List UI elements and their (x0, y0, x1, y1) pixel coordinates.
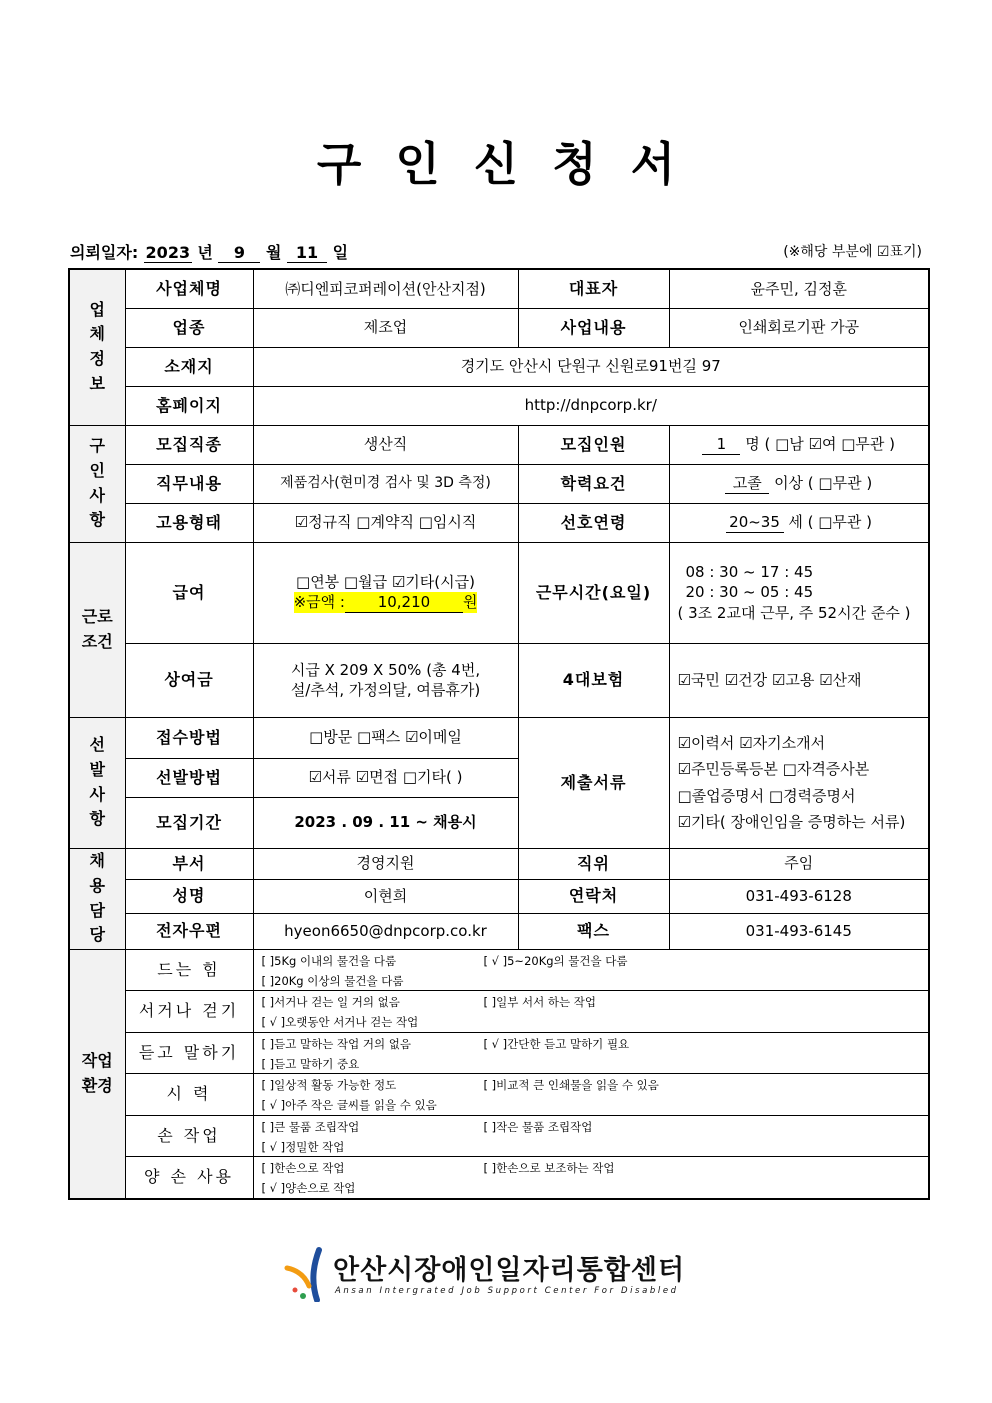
section-selection: 선 발 사 항 (69, 717, 125, 848)
method-label: 선발방법 (125, 758, 253, 797)
env-options (253, 991, 929, 1033)
email-label: 전자우편 (125, 913, 253, 949)
employ-type: ☑정규직 □계약직 □임시직 (253, 503, 518, 542)
env-options (253, 1157, 929, 1199)
section-company: 업 체 정 보 (69, 269, 125, 425)
env-option: [ ]큰 물품 조립작업 (261, 1119, 360, 1134)
fax-label: 팩스 (518, 913, 669, 949)
env-option: [ ]일상적 활동 가능한 정도 (261, 1078, 397, 1092)
env-row (69, 1157, 929, 1199)
env-row (69, 991, 929, 1033)
insurance-label: 4대보험 (518, 643, 669, 717)
ansan-center-logo-icon (283, 1246, 327, 1302)
bonus: 시급 X 209 X 50% (총 4번, 설/추석, 가정의달, 여름휴가) (253, 643, 518, 717)
env-option: [ √ ]간단한 듣고 말하기 필요 (483, 1036, 630, 1051)
env-options (253, 1032, 929, 1074)
docs-line-4: ☑기타( 장애인임을 증명하는 서류) (677, 812, 906, 831)
duty-label: 직무내용 (125, 464, 253, 503)
env-option: [ √ ]오랫동안 서거나 걷는 작업 (261, 1015, 419, 1030)
env-label: 양 손 사용 (125, 1157, 253, 1199)
homepage-label: 홈페이지 (125, 386, 253, 425)
job-label: 모집직종 (125, 425, 253, 464)
env-option: [ ]듣고 말하기 중요 (261, 1056, 360, 1071)
position-label: 직위 (518, 848, 669, 879)
company-name: ㈜디엔피코퍼레이션(안산지점) (253, 269, 518, 308)
request-day-unit: 일 (332, 243, 349, 262)
env-option: [ ]한손으로 보조하는 작업 (483, 1161, 615, 1175)
docs-line-2: ☑주민등록등본 □자격증사본 (677, 760, 870, 779)
docs-label: 제출서류 (518, 717, 669, 848)
env-label: 시 력 (125, 1074, 253, 1116)
phone: 031-493-6128 (669, 879, 929, 913)
business-label: 사업내용 (518, 308, 669, 347)
hours-note: ( 3조 2교대 근무, 주 52시간 준수 ) (677, 603, 911, 622)
env-options (253, 1115, 929, 1157)
env-label: 손 작업 (125, 1115, 253, 1157)
env-option: [ √ ]양손으로 작업 (261, 1181, 356, 1196)
age-label: 선호연령 (518, 503, 669, 542)
pay-label: 급여 (125, 542, 253, 643)
env-option: [ ]20Kg 이상의 물건을 다룸 (261, 973, 404, 988)
env-option: [ √ ]정밀한 작업 (261, 1139, 345, 1154)
env-row (69, 949, 929, 991)
docs-line-1: ☑이력서 ☑자기소개서 (677, 734, 826, 752)
hours-label: 근무시간(요일) (518, 542, 669, 643)
phone-label: 연락처 (518, 879, 669, 913)
pay-amount (294, 592, 478, 613)
count-label: 모집인원 (518, 425, 669, 464)
industry: 제조업 (253, 308, 518, 347)
env-label: 서거나 걷기 (125, 991, 253, 1033)
section-environment: 작업 환경 (69, 949, 125, 1199)
recruit-count (669, 425, 929, 464)
selection-method: ☑서류 ☑면접 □기타( ) (253, 758, 518, 797)
request-year-unit: 년 (197, 243, 213, 262)
period-label: 모집기간 (125, 797, 253, 848)
education (669, 464, 929, 503)
receipt-method: □방문 □팩스 ☑이메일 (253, 717, 518, 758)
footer-logo (283, 1246, 703, 1302)
env-option: [ ]작은 물품 조립작업 (483, 1119, 593, 1134)
application-table (68, 268, 930, 1200)
edu-options: 이상 ( □무관 ) (774, 473, 873, 492)
hours-shift-2: 20 : 30 ~ 05 : 45 (685, 583, 814, 602)
request-day: 11 (287, 244, 327, 263)
section-recruit: 구 인 사 항 (69, 425, 125, 542)
homepage-link[interactable]: http://dnpcorp.kr/ (253, 386, 929, 425)
count-options: 명 ( □남 ☑여 □무관 ) (745, 434, 896, 453)
env-options (253, 949, 929, 991)
request-year: 2023 (145, 243, 191, 262)
position: 주임 (669, 848, 929, 879)
page-title: 구인신청서 (316, 137, 710, 191)
employ-label: 고용형태 (125, 503, 253, 542)
recruit-period: 2023 . 09 . 11 ~ 채용시 (253, 797, 518, 848)
ceo: 윤주민, 김정훈 (669, 269, 929, 308)
env-label: 드는 힘 (125, 949, 253, 991)
contact-name: 이현희 (253, 879, 518, 913)
address: 경기도 안산시 단원구 신원로91번길 97 (253, 347, 929, 386)
footer-logo-name: 안산시장애인일자리통합센터 (333, 1255, 686, 1286)
section-contact: 채 용 담 당 (69, 848, 125, 949)
work-hours (669, 542, 929, 643)
env-option: [ ]서거나 걷는 일 거의 없음 (261, 995, 400, 1009)
env-option: [ √ ]아주 작은 글씨를 읽을 수 있음 (261, 1098, 437, 1113)
request-month: 9 (218, 244, 260, 263)
company-name-label: 사업체명 (125, 269, 253, 308)
env-row (69, 1074, 929, 1116)
contact-name-label: 성명 (125, 879, 253, 913)
request-date (70, 240, 348, 263)
edu-value: 고졸 (725, 473, 769, 494)
job: 생산직 (253, 425, 518, 464)
business: 인쇄회로기판 가공 (669, 308, 929, 347)
env-options (253, 1074, 929, 1116)
env-row (69, 1032, 929, 1074)
pay-types: □연봉 □월급 ☑기타(시급) (296, 572, 475, 591)
section-conditions: 근로 조건 (69, 542, 125, 717)
email-link[interactable]: hyeon6650@dnpcorp.co.kr (253, 913, 518, 949)
env-label: 듣고 말하기 (125, 1032, 253, 1074)
age-options: 세 ( □무관 ) (788, 512, 872, 531)
bonus-label: 상여금 (125, 643, 253, 717)
amount-unit: 원 (462, 593, 478, 611)
request-date-label: 의뢰일자: (70, 243, 139, 262)
ceo-label: 대표자 (518, 269, 669, 308)
duty: 제품검사(현미경 검사 및 3D 측정) (253, 464, 518, 503)
age-value: 20~35 (726, 512, 784, 533)
hours-shift-1: 08 : 30 ~ 17 : 45 (685, 563, 814, 582)
fax: 031-493-6145 (669, 913, 929, 949)
env-option: [ ]일부 서서 하는 작업 (483, 995, 596, 1009)
amount-value: 10,210 (345, 592, 463, 613)
env-option: [ ]한손으로 작업 (261, 1161, 345, 1175)
env-option: [ ]5Kg 이내의 물건을 다룸 (261, 953, 397, 968)
industry-label: 업종 (125, 308, 253, 347)
mark-note: (※해당 부분에 ☑표기) (783, 244, 922, 260)
edu-label: 학력요건 (518, 464, 669, 503)
env-option: [ √ ]5~20Kg의 물건을 다룸 (483, 953, 628, 968)
dept: 경영지원 (253, 848, 518, 879)
request-month-unit: 월 (266, 243, 282, 262)
footer-logo-subtitle: Ansan Intergrated Job Support Center For Disabled (335, 1286, 679, 1296)
docs-line-3: □졸업증명서 □경력증명서 (677, 786, 856, 805)
count-value: 1 (702, 434, 740, 455)
preferred-age (669, 503, 929, 542)
env-option: [ ]비교적 큰 인쇄물을 읽을 수 있음 (483, 1078, 659, 1092)
dept-label: 부서 (125, 848, 253, 879)
env-row (69, 1115, 929, 1157)
submit-docs (669, 717, 929, 848)
address-label: 소재지 (125, 347, 253, 386)
insurance: ☑국민 ☑건강 ☑고용 ☑산재 (669, 643, 929, 717)
receipt-label: 접수방법 (125, 717, 253, 758)
amount-label: ※금액 : (293, 593, 345, 611)
pay (253, 542, 518, 643)
env-option: [ ]듣고 말하는 작업 거의 없음 (261, 1036, 411, 1051)
